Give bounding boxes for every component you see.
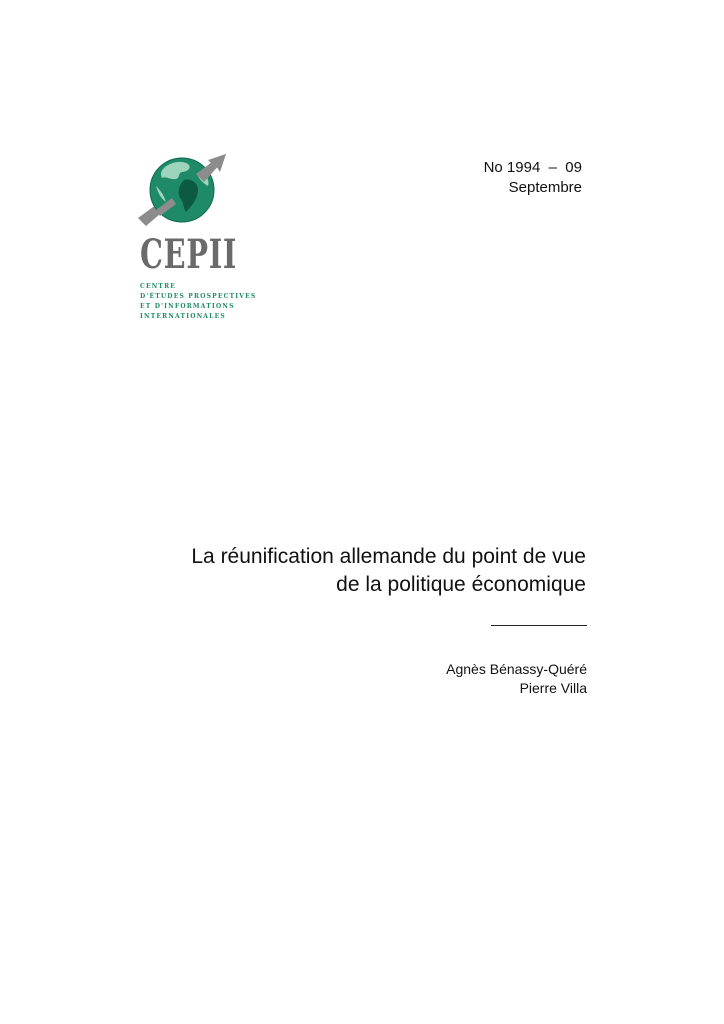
title-line: de la politique économique bbox=[336, 573, 586, 596]
author-name: Pierre Villa bbox=[519, 680, 587, 696]
issue-number: No 1994 – 09 bbox=[483, 159, 582, 176]
issue-month: Septembre bbox=[508, 179, 582, 196]
title-line: La réunification allemande du point de vue bbox=[191, 545, 586, 568]
separator-rule bbox=[491, 625, 587, 626]
cepii-logo bbox=[136, 152, 257, 322]
author-name: Agnès Bénassy-Quéré bbox=[446, 661, 587, 677]
cepii-globe-arrow-icon bbox=[136, 152, 228, 230]
logo-wordmark: CEPII bbox=[140, 231, 238, 278]
logo-tagline bbox=[140, 282, 256, 322]
document-title bbox=[191, 543, 586, 599]
logo-tagline-line: CENTRE bbox=[140, 283, 177, 290]
issue-info bbox=[484, 158, 582, 198]
logo-tagline-line: ET D'INFORMATIONS bbox=[140, 303, 235, 310]
logo-tagline-line: D'ÉTUDES PROSPECTIVES bbox=[140, 293, 257, 300]
author-list bbox=[446, 660, 587, 698]
logo-tagline-line: INTERNATIONALES bbox=[140, 313, 226, 320]
